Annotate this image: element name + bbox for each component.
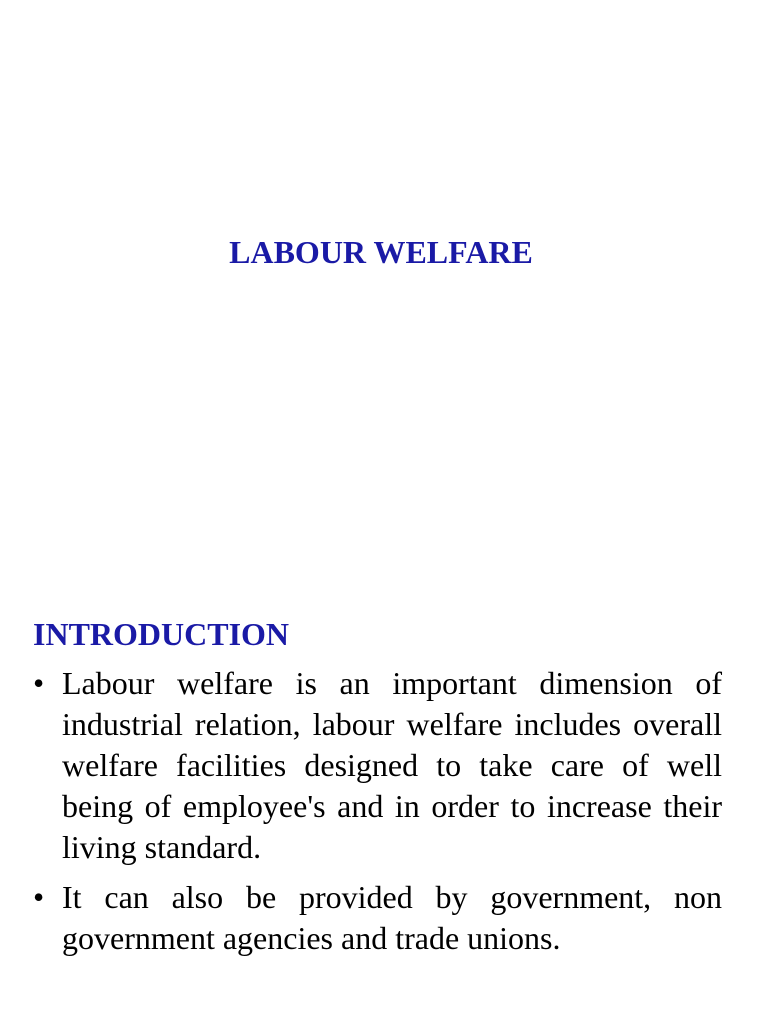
bullet-icon: • bbox=[33, 665, 45, 701]
bullet-text: Labour welfare is an important dimension of industrial relation, labour welfare includes overall welfare facilities designed to take care of well being of employee's and in order to increase their living standard. bbox=[62, 665, 722, 865]
slide-title: LABOUR WELFARE bbox=[229, 234, 533, 270]
bullet-item bbox=[27, 877, 722, 959]
bullet-text: It can also be provided by government, non government agencies and trade unions. bbox=[62, 879, 722, 956]
bullet-item bbox=[27, 663, 722, 868]
bullet-icon: • bbox=[33, 879, 45, 915]
introduction-bullet-list bbox=[27, 663, 722, 968]
introduction-heading: INTRODUCTION bbox=[33, 616, 290, 652]
